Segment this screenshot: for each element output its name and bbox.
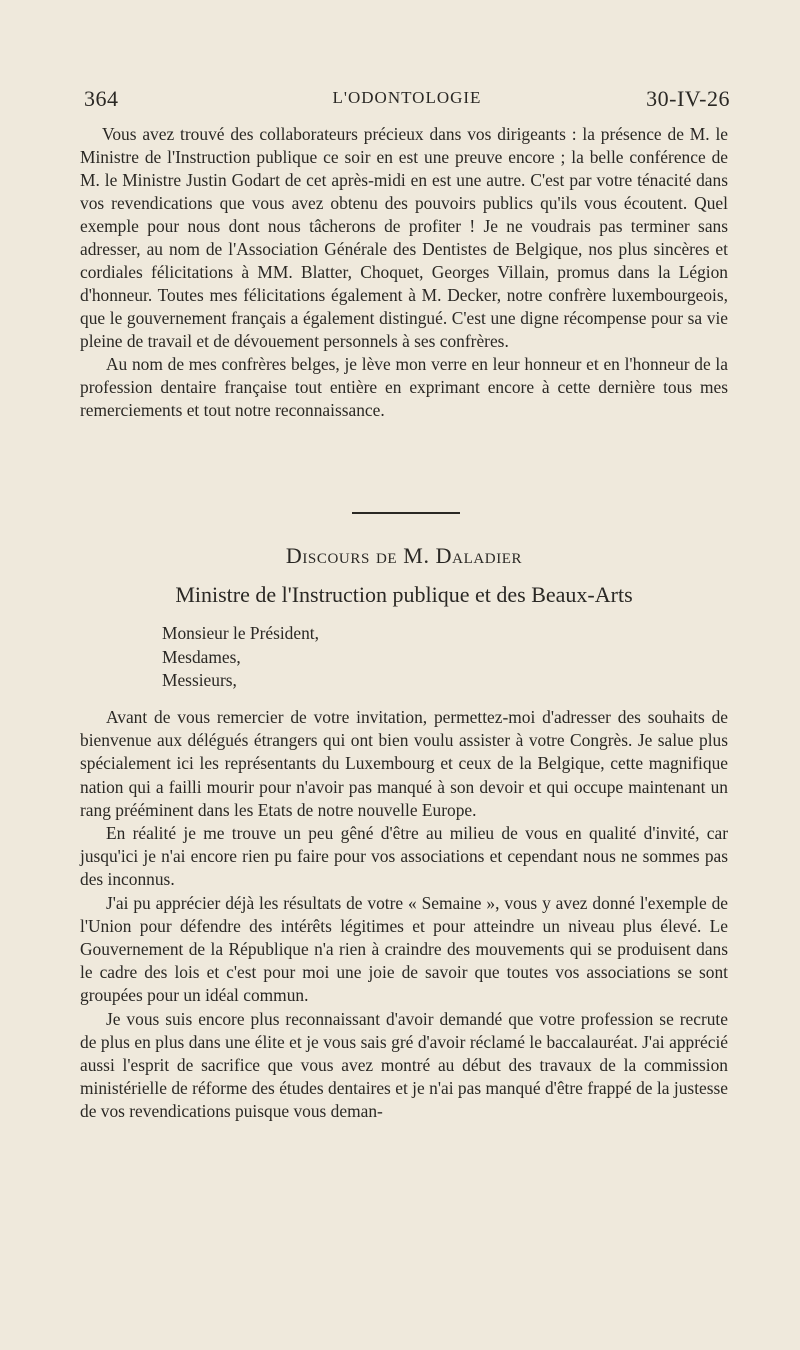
- paragraph: Vous avez trouvé des collaborateurs précieux dans vos dirigeants : la présence de M. le Ministre de l'Instruction publique ce soir en est une preuve encore ; la belle conférence de M. le Ministre Justin Godart de cet après-midi en est une autre. C'est par votre ténacité dans vos revendications que vous avez obtenu des pouvoirs publics qu'ils vous écoutent. Quel exemple pour nous dont nous tâcherons de profiter ! Je ne voudrais pas terminer sans adresser, au nom de l'Association Générale des Dentistes de Belgique, nos plus sincères et cordiales félicitations à MM. Blatter, Choquet, Georges Villain, promus dans la Légion d'honneur. Toutes mes félicitations également à M. Decker, notre confrère luxembourgeois, que le gouvernement français a également distingué. C'est une digne récompense pour sa vie pleine de travail et de dévouement personnels à ses confrères.: [80, 124, 728, 351]
- section-subtitle: Ministre de l'Instruction publique et des Beaux-Arts: [175, 582, 633, 607]
- section-divider: [352, 512, 460, 514]
- page-number: 364: [84, 86, 119, 111]
- salutation-line: Mesdames,: [162, 646, 241, 667]
- paragraph: Avant de vous remercier de votre invitation, permettez-moi d'adresser des souhaits de bienvenue aux délégués étrangers qui ont bien voulu assister à votre Congrès. Je salue plus spécialement ici les représentants du Luxembourg et ceux de la Belgique, cette magnifique nation qui a failli mourir pour n'avoir pas manqué à son devoir et qui occupe maintenant un rang prééminent dans les Etats de notre nouvelle Europe.: [80, 707, 728, 820]
- issue-date: 30-IV-26: [646, 86, 730, 111]
- toast-continuation: [80, 123, 728, 422]
- section-title: [80, 543, 728, 569]
- journal-title: L'ODONTOLOGIE: [332, 88, 482, 107]
- section-title-text: Discours de M. Daladier: [285, 543, 523, 568]
- salutation: [162, 622, 319, 693]
- salutation-line: Monsieur le Président,: [162, 623, 319, 643]
- salutation-line: Messieurs,: [162, 670, 237, 690]
- running-header: [84, 86, 730, 116]
- paragraph: Au nom de mes confrères belges, je lève mon verre en leur honneur et en l'honneur de la profession dentaire française tout entière en exprimant encore à cette dernière tous mes remerciements et tout notre reconnaissance.: [80, 354, 728, 420]
- paragraph: Je vous suis encore plus reconnaissant d'avoir demandé que votre profession se recrute de plus en plus dans une élite et je vous sais gré d'avoir réclamé le baccalauréat. J'ai apprécié aussi l'esprit de sacrifice que vous avez montré au début des travaux de la commission ministérielle de réforme des études dentaires et je n'ai pas manqué d'être frappé de la justesse de vos revendications puisque vous deman-: [80, 1008, 728, 1122]
- paragraph: En réalité je me trouve un peu gêné d'être au milieu de vous en qualité d'invité, car jusqu'ici je n'ai encore rien pu faire pour vos associations et cependant nous ne sommes pas des inconnus.: [80, 823, 728, 890]
- paragraph: J'ai pu apprécier déjà les résultats de votre « Semaine », vous y avez donné l'exemple de l'Union pour défendre des intérêts légitimes et pour atteindre un niveau plus élevé. Le Gouvernement de la République n'a rien à craindre des mouvements qui se produisent dans le cadre des lois et c'est pour moi une joie de savoir que toutes vos associations se sont groupées pour un idéal commun.: [80, 892, 728, 1006]
- speech-body: [80, 706, 728, 1124]
